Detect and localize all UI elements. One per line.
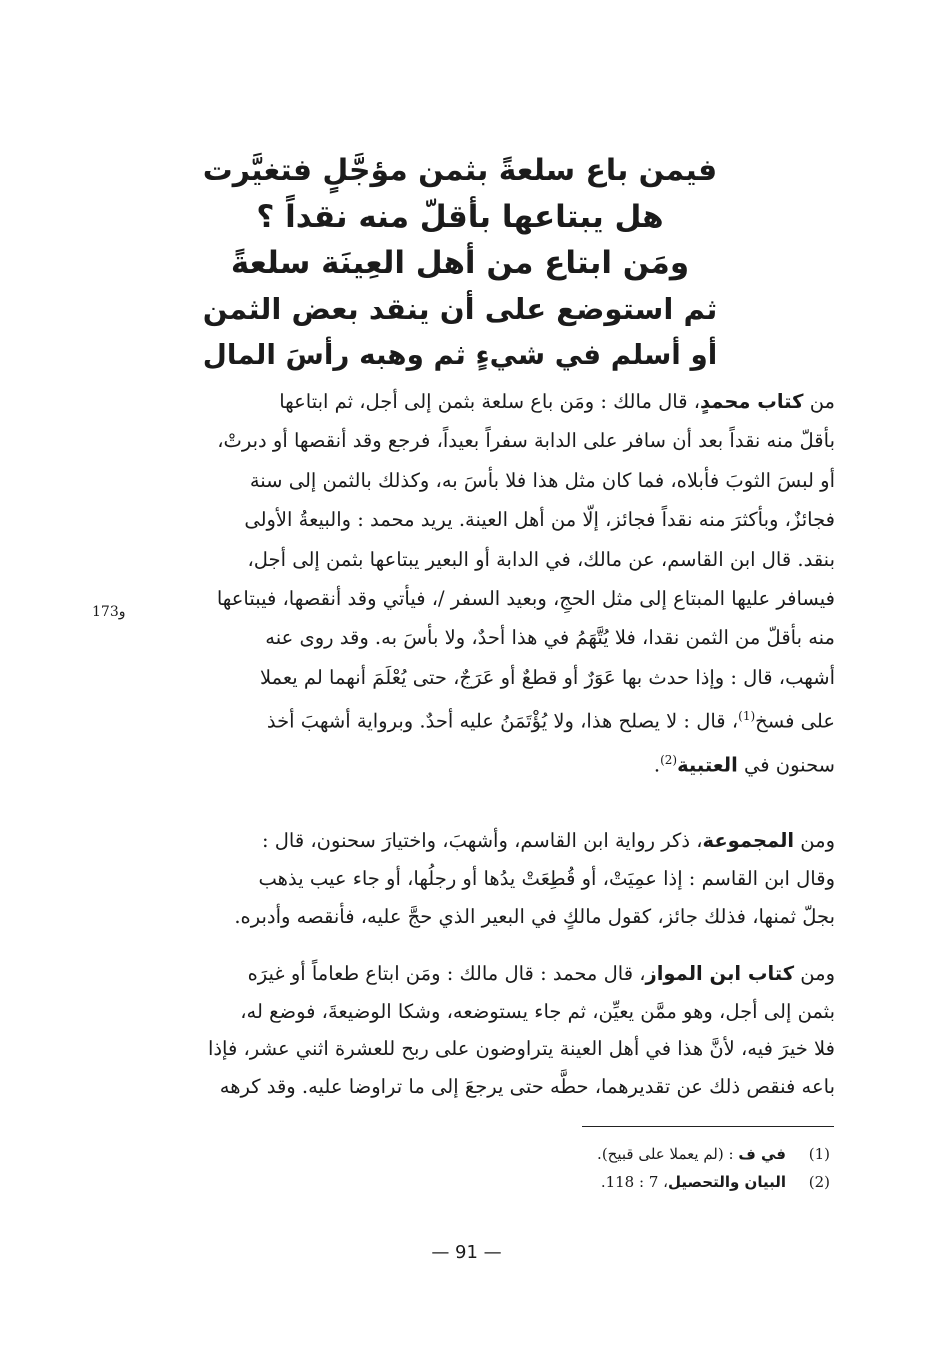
text-line: بثمن إلى أجل، وهو ممَّن يعيِّن، ثم جاء يستوضعه، وشكا الوضيعةَ، فوضع له،: [240, 999, 835, 1023]
section-heading: [200, 148, 720, 378]
heading-line: أو أسلم في شيءٍ ثم وهبه رأسَ المال: [202, 338, 718, 371]
heading-line: فيمن باع سلعةً بثمن مؤجَّلٍ فتغيَّرت: [202, 153, 718, 188]
text-run: على فسخ: [755, 709, 835, 733]
paragraph-kitab-muhammad: [150, 382, 835, 785]
text-run: من: [803, 390, 835, 413]
footnote-item: [500, 1168, 830, 1196]
text-line: [150, 697, 835, 741]
paragraph-majmua: [150, 822, 835, 936]
text-line: فيسافر عليها المبتاع إلى مثل الحجِ، وبعيد السفر /، فيأتي وقد أنقصها، فيبتاعها: [216, 587, 835, 611]
source-title: كتاب ابن المواز: [645, 962, 795, 985]
source-title: العتبية: [677, 753, 738, 777]
marginal-folio-note: 173و: [92, 604, 126, 620]
footnote-ref[interactable]: (1): [738, 709, 756, 724]
text-run: ، قال محمد : قال مالك : ومَن ابتاع طعاماً أو غيرَه: [247, 962, 646, 985]
text-run: ، قال : لا يصلح هذا، ولا يُؤْتَمَنُ عليه أحدٌ. وبرواية أشهبَ أخذ: [266, 709, 739, 733]
text-line: [150, 955, 835, 993]
text-line: [150, 382, 835, 421]
text-run: ومن: [794, 962, 835, 985]
text-line: بنقد. قال ابن القاسم، عن مالك، في الدابة أو البعير يبتاعها بثمن إلى أجل،: [247, 547, 835, 571]
footnote-divider: [582, 1126, 834, 1127]
text-line: بأقلّ منه نقداً بعد أن سافر على الدابة سفراً بعيداً، فرجع وقد أنقصها أو دبرتْ،: [217, 429, 835, 453]
footnote-ref[interactable]: (2): [660, 753, 678, 768]
text-line: أو لبسَ الثوبَ فأبلاه، فما كان مثل هذا فلا بأسَ به، وكذلك بالثمن إلى سنة: [249, 468, 835, 492]
text-line: فلا خيرَ فيه، لأنَّ هذا في أهل العينة يتراوضون على ربح للعشرة اثني عشر، فإذا: [207, 1037, 835, 1060]
heading-line: ثم استوضع على أن ينقد بعض الثمن: [202, 292, 718, 326]
heading-line: هل يبتاعها بأقلّ منه نقداً ؟: [256, 199, 664, 235]
footnote-source: البيان والتحصيل: [667, 1173, 786, 1191]
text-run: ، قال مالك : ومَن باع سلعة بثمن إلى أجل، ثم ابتاعها: [279, 390, 701, 413]
text-run: سحنون في: [737, 753, 835, 777]
footnote-text: ، 7 : 118.: [600, 1173, 668, 1191]
text-line: وقال ابن القاسم : إذا عمِيَتْ، أو قُطِعَتْ يدُها أو رجلُها، أو جاء عيب يذهب: [258, 867, 835, 890]
footnote-source: في ف: [738, 1145, 786, 1163]
footnote-number: (1): [808, 1145, 830, 1163]
paragraph-ibn-al-mawwaz: [150, 955, 835, 1105]
page-number: — 91 —: [431, 1242, 502, 1263]
heading-line: ومَن ابتاع من أهل العِينَة سلعةً: [230, 245, 690, 281]
source-title: المجموعة: [702, 829, 795, 852]
text-run: ، ذكر رواية ابن القاسم، وأشهبَ، واختيارَ سحنون، قال :: [261, 829, 703, 852]
text-line: بجلّ ثمنها، فذلك جائز، كقول مالكٍ في البعير الذي حجَّ عليه، فأنقصه وأدبره.: [234, 905, 835, 928]
text-line: باعه فنقص ذلك عن تقديرهما، حطَّه حتى يرجعَ إلى ما تراوضا عليه. وقد كرهه: [219, 1074, 835, 1098]
footnotes: [500, 1140, 830, 1196]
text-line: أشهب، قال : وإذا حدث بها عَوَرٌ أو قطعٌ أو عَرَجٌ، حتى يُعْلَمَ أنهما لم يعملا: [259, 665, 835, 689]
text-run: .: [653, 753, 661, 777]
footnote-item: [500, 1140, 830, 1168]
source-title: كتاب محمدٍ: [700, 390, 804, 413]
text-line: منه بأقلّ من الثمن نقدا، فلا يُتَّهَمُ في هذا أحدٌ، ولا بأسَ به. وقد روى عنه: [265, 626, 835, 650]
text-line: فجائزٌ، وبأكثرَ منه نقداً فجائز، إلّا من أهل العينة. يريد محمد : والبيعةُ الأولى: [244, 508, 835, 532]
text-run: ومن: [794, 829, 835, 852]
text-line: [150, 822, 835, 860]
footnote-text: : (لم يعملا على قبيح).: [597, 1145, 734, 1163]
text-line: [150, 741, 835, 785]
footnote-number: (2): [808, 1173, 830, 1191]
